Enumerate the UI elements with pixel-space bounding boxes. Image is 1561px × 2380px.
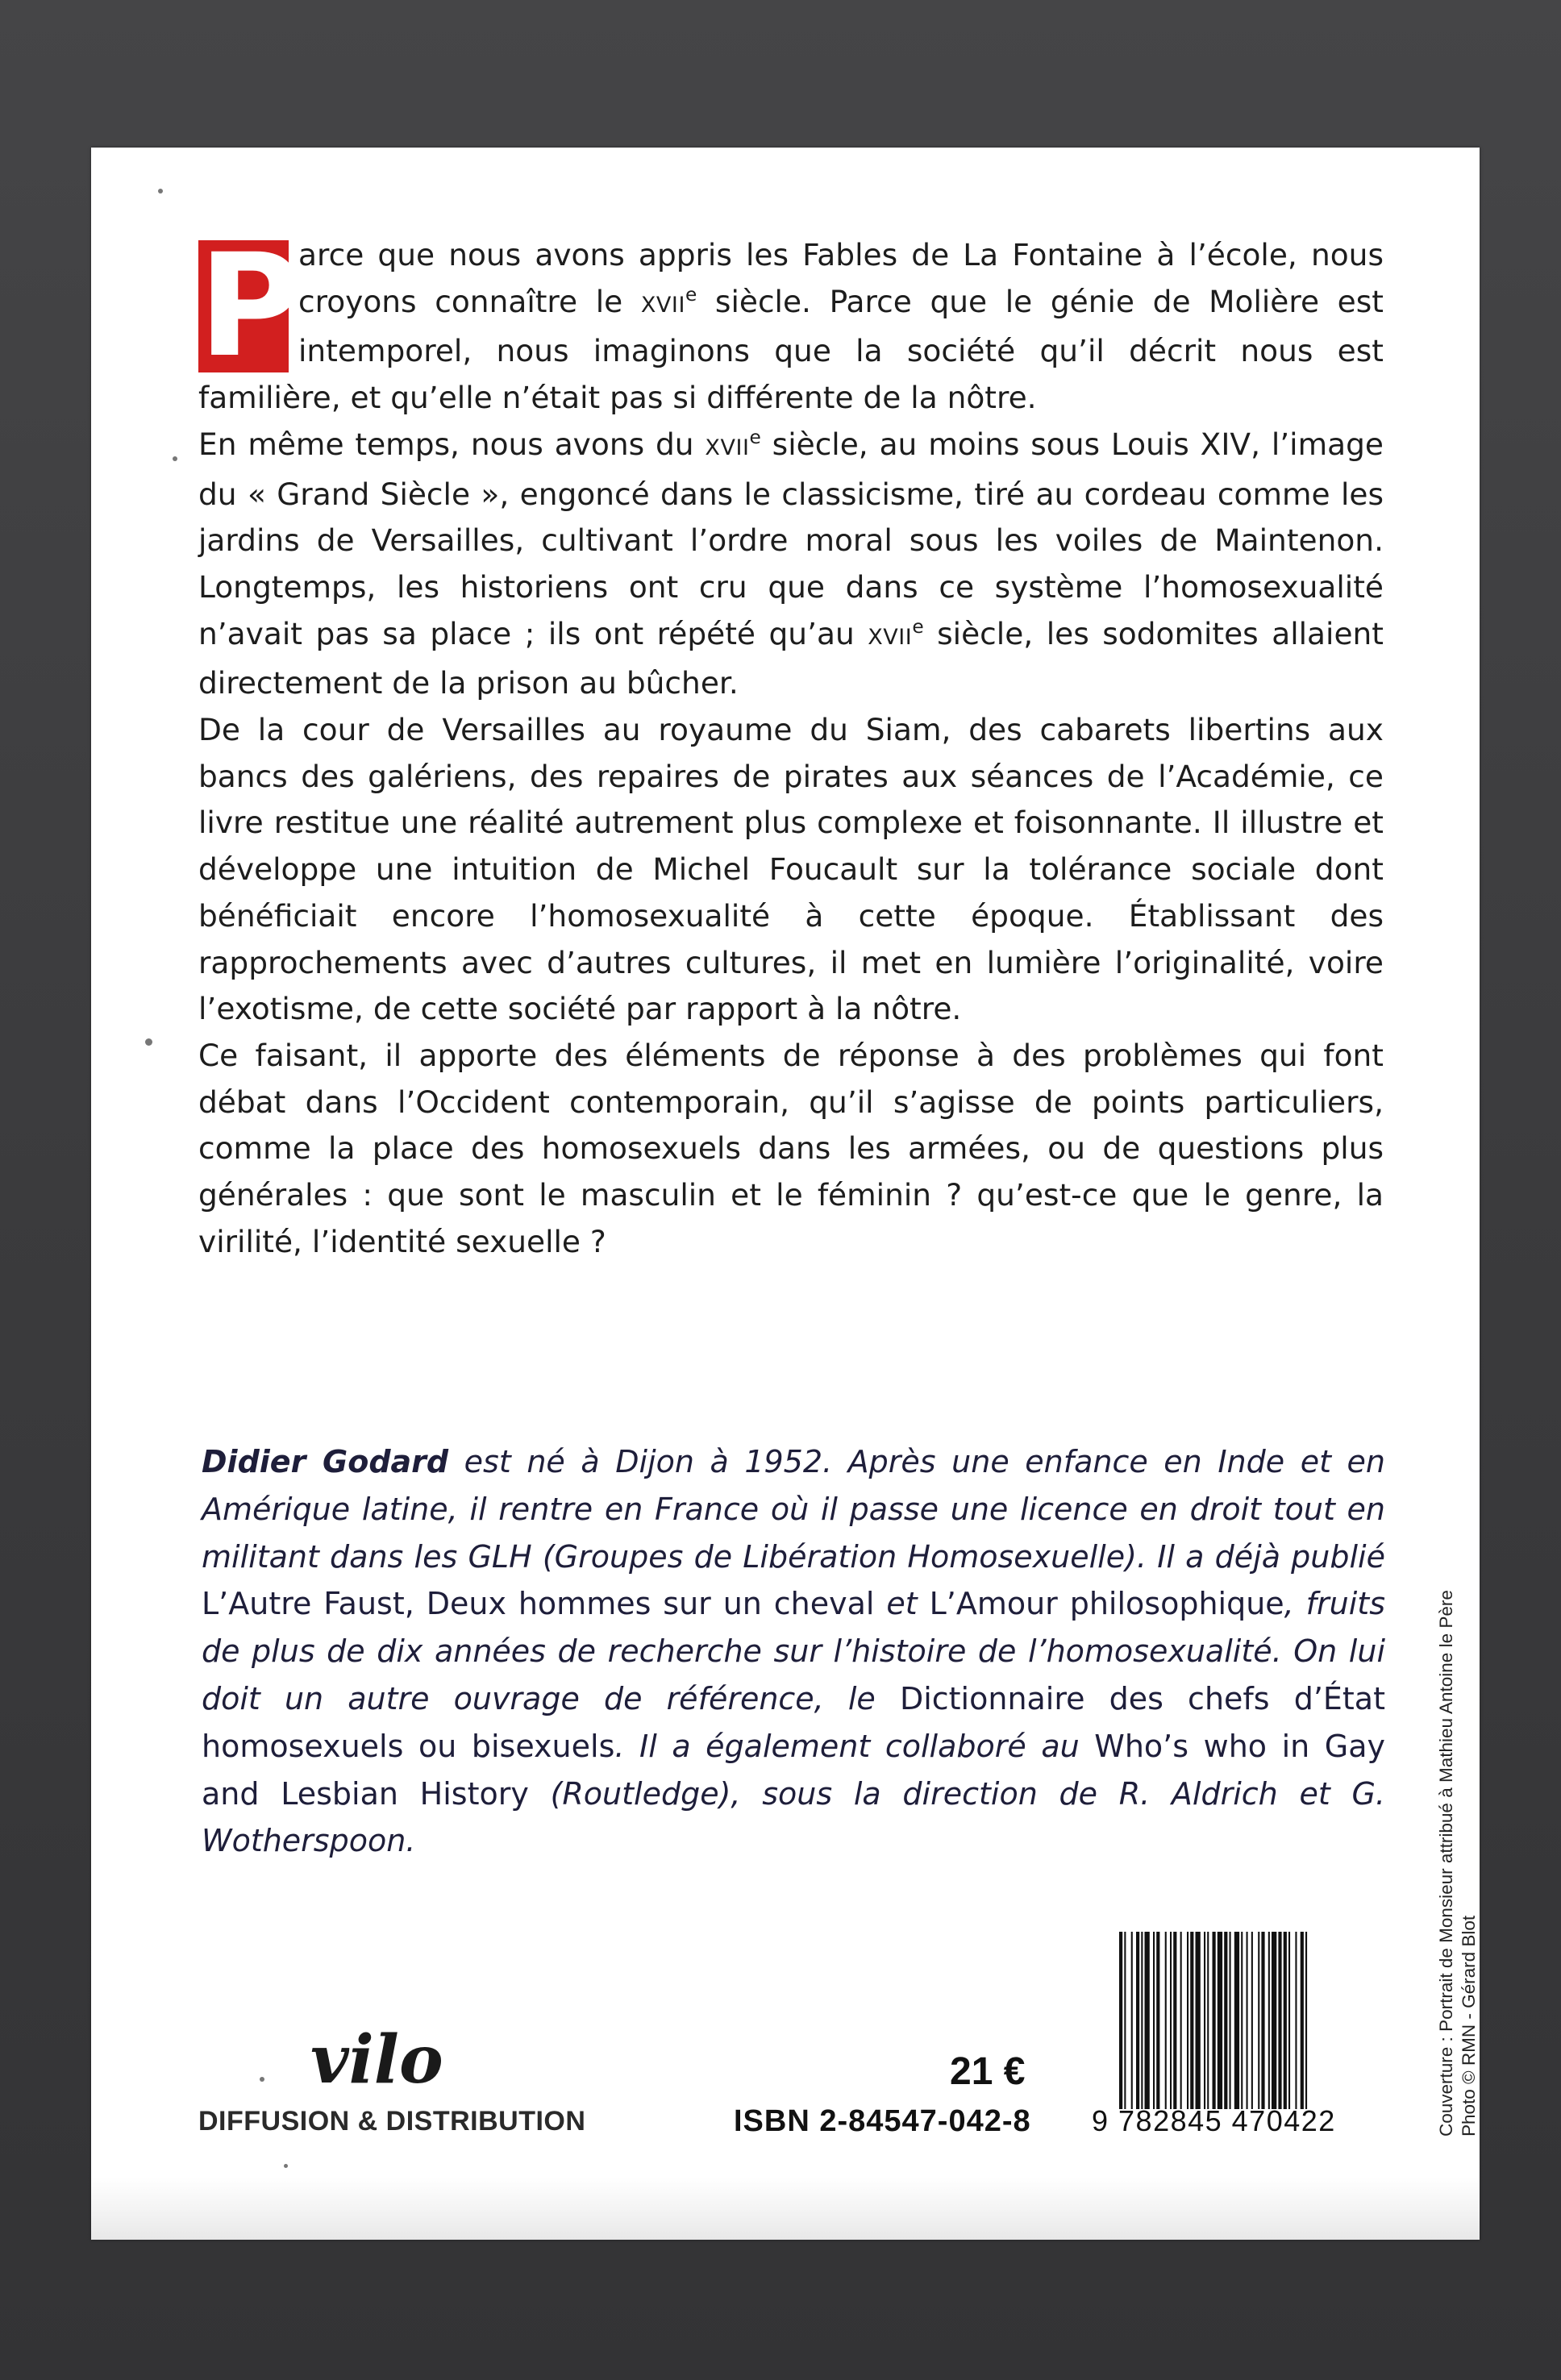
barcode-bar <box>1204 1932 1205 2109</box>
barcode-bar <box>1173 1932 1176 2109</box>
author-bio-paragraph <box>202 1438 1385 1865</box>
bio-text-4: . Il a également collaboré au <box>614 1728 1095 1764</box>
barcode-bar <box>1288 1932 1290 2109</box>
author-bio <box>202 1438 1385 1865</box>
barcode-bar <box>1278 1932 1281 2109</box>
barcode-bar <box>1124 1932 1126 2109</box>
publisher-tagline: DIFFUSION & DISTRIBUTION <box>198 2106 586 2137</box>
book-title-2: L’Amour philosophique <box>929 1586 1284 1622</box>
dust-speck <box>260 2077 264 2082</box>
blurb-p2-start: En même temps, nous avons du <box>198 426 706 462</box>
barcode-bar <box>1156 1932 1159 2109</box>
barcode-bar <box>1305 1932 1307 2109</box>
barcode-bar <box>1196 1932 1201 2109</box>
barcode-bar <box>1136 1932 1139 2109</box>
century-numeral: XVII <box>705 435 750 460</box>
blurb-p2-end: siècle, les sodomites allaient directement de la prison au bûcher. <box>198 615 1384 701</box>
blurb-text <box>198 223 1384 1265</box>
cover-bottom-edge <box>91 2177 1480 2240</box>
barcode-bar <box>1295 1932 1297 2109</box>
barcode-bar <box>1272 1932 1276 2109</box>
barcode-bar <box>1251 1932 1253 2109</box>
price-label: 21 € <box>950 2050 1026 2093</box>
century-suffix: e <box>749 426 761 448</box>
barcode-bar <box>1213 1932 1216 2109</box>
cover-credit-line-1: Couverture : Portrait de Monsieur attribué à Mathieu Antoine le Père <box>1436 1590 1456 2137</box>
barcode-bar <box>1218 1932 1222 2109</box>
book-title-1: L’Autre Faust, Deux hommes sur un cheval <box>202 1586 875 1622</box>
barcode-bar <box>1261 1932 1264 2109</box>
drop-cap: P <box>198 223 302 389</box>
barcode-bar <box>1145 1932 1150 2109</box>
blurb-paragraph-4: Ce faisant, il apporte des éléments de réponse à des problèmes qui font débat dans l’Occident contemporain, qu’il s’agisse de points particuliers, comme la place des homosexuels dans les armées, ou de questions plus générales : que sont le masculin et le féminin ? qu’est-ce que le genre, la virilité, l’identité sexuelle ? <box>198 1037 1384 1259</box>
barcode-digits: 9 782845 470422 <box>1092 2104 1336 2137</box>
blurb-p1-text: arce que nous avons appris les Fables de La Fontaine à l’école, nous croyons connaître le <box>298 237 1384 319</box>
dust-speck <box>173 456 177 461</box>
isbn-label: ISBN 2-84547-042-8 <box>734 2104 1031 2138</box>
barcode-bar <box>1241 1932 1243 2109</box>
barcode-bar <box>1247 1932 1248 2109</box>
barcode-bar <box>1190 1932 1193 2109</box>
cover-credit <box>1435 1590 1480 2137</box>
bio-text-2: et <box>874 1586 930 1622</box>
barcode-bar <box>1224 1932 1227 2109</box>
book-title-4: Who’s who in Gay and Lesbian History <box>202 1728 1386 1812</box>
barcode-image <box>1119 1932 1361 2109</box>
century-numeral: XVII <box>640 292 685 318</box>
blurb-paragraph-3: De la cour de Versailles au royaume du Siam, des cabarets libertins aux bancs des galériens, des repaires de pirates aux séances de l’Académie, ce livre restitue une réalité autrement plus complexe et foisonnante. Il illustre et développe une intuition de Michel Foucault sur la tolérance sociale dont bénéficiait encore l’homosexualité à cette époque. Établissant des rapprochements avec d’autres cultures, il met en lumière l’originalité, voire l’exotisme, de cette société par rapport à la nôtre. <box>198 712 1384 1027</box>
century-numeral: XVII <box>868 624 913 650</box>
blurb-p1-rest: siècle. Parce que le génie de Molière est intemporel, nous imaginons que la société qu’il décrit nous est familière, et qu’elle n’était pas si différente de la nôtre. <box>198 283 1384 416</box>
barcode-bar <box>1119 1932 1122 2109</box>
barcode-bar <box>1258 1932 1259 2109</box>
barcode-bar <box>1234 1932 1239 2109</box>
barcode-bar <box>1230 1932 1231 2109</box>
barcode-bar <box>1301 1932 1304 2109</box>
bio-text-5: (Routledge), sous la direction de R. Aldrich et G. Wotherspoon. <box>202 1775 1385 1859</box>
century-suffix: e <box>912 615 924 638</box>
barcode-bar <box>1131 1932 1133 2109</box>
book-title-3: Dictionnaire des chefs d’État homosexuels ou bisexuels <box>202 1680 1385 1764</box>
barcode-bar <box>1268 1932 1270 2109</box>
blurb-paragraph-1 <box>198 223 1384 422</box>
blurb-paragraph-2 <box>198 422 1384 707</box>
barcode-bar <box>1165 1932 1167 2109</box>
barcode-bar <box>1207 1932 1209 2109</box>
bio-text-3: , fruits de plus de dix années de recherche sur l’histoire de l’homosexualité. On lui doit un autre ouvrage de référence, le <box>202 1586 1385 1716</box>
barcode-bar <box>1153 1932 1155 2109</box>
dust-speck <box>145 1038 152 1046</box>
barcode-bar <box>1170 1932 1172 2109</box>
barcode-bar <box>1180 1932 1182 2109</box>
barcode-bar <box>1141 1932 1143 2109</box>
barcode-bar <box>1284 1932 1287 2109</box>
century-suffix: e <box>685 283 697 306</box>
bio-text-1: est né à Dijon à 1952. Après une enfance en Inde et en Amérique latine, il rentre en France où il passe une licence en droit tout en militant dans les GLH (Groupes de Libération Homosexuelle). Il a déjà publié <box>202 1444 1385 1575</box>
publisher-logo: vilo <box>310 2021 443 2099</box>
barcode-bar <box>1187 1932 1188 2109</box>
cover-credit-line-2: Photo © RMN - Gérard Blot <box>1459 1915 1479 2137</box>
dust-speck <box>158 189 163 193</box>
blurb-p2-mid: siècle, au moins sous Louis XIV, l’image du « Grand Siècle », engoncé dans le classicisme, tiré au cordeau comme les jardins de Versailles, cultivant l’ordre moral sous les voiles de Maintenon. Longtemps, les historiens ont cru que dans ce système l’homosexualité n’avait pas sa place ; ils ont répété qu’au <box>198 426 1384 651</box>
author-name: Didier Godard <box>202 1444 449 1479</box>
dust-speck <box>284 2164 288 2168</box>
